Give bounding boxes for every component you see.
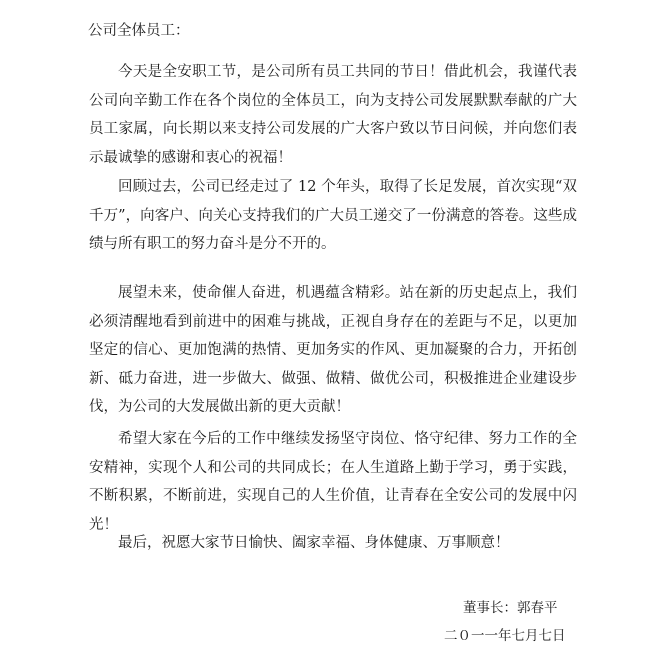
letter-date: 二０一一年七月七日 [444,628,566,644]
signature-line: 董事长：郭春平 [463,600,558,616]
salutation: 公司全体员工： [88,23,190,39]
paragraph-greeting: 今天是全安职工节，是公司所有员工共同的节日！借此机会，我谨代表公司向辛勤工作在各个岗位的全体员工，向为支持公司发展默默奉献的广大员工家属，向长期以来支持公司发展的广大客户致以节日问候，并向您们表示最诚挚的感谢和衷心的祝福！ [89,64,577,166]
paragraph-review: 回顾过去，公司已经走过了 12 个年头，取得了长足发展，首次实现“双千万”，向客户、向关心支持我们的广大员工递交了一份满意的答卷。这些成绩与所有职工的努力奋斗是分不开的。 [89,179,577,253]
paragraph-hopes: 希望大家在今后的工作中继续发扬坚守岗位、恪守纪律、努力工作的全安精神，实现个人和公司的共同成长；在人生道路上勤于学习，勇于实践，不断积累，不断前进，实现自己的人生价值，让青春在全安公司的发展中闪光！ [89,431,577,533]
paragraph-closing: 最后，祝愿大家节日愉快、阖家幸福、身体健康、万事顺意！ [118,535,510,551]
paragraph-outlook: 展望未来，使命催人奋进，机遇蕴含精彩。站在新的历史起点上，我们必须清醒地看到前进中的困难与挑战，正视自身存在的差距与不足，以更加坚定的信心、更加饱满的热情、更加务实的作风、更加凝聚的合力，开拓创新、砥力奋进，进一步做大、做强、做精、做优公司，积极推进企业建设步伐，为公司的大发展做出新的更大贡献！ [89,285,577,416]
